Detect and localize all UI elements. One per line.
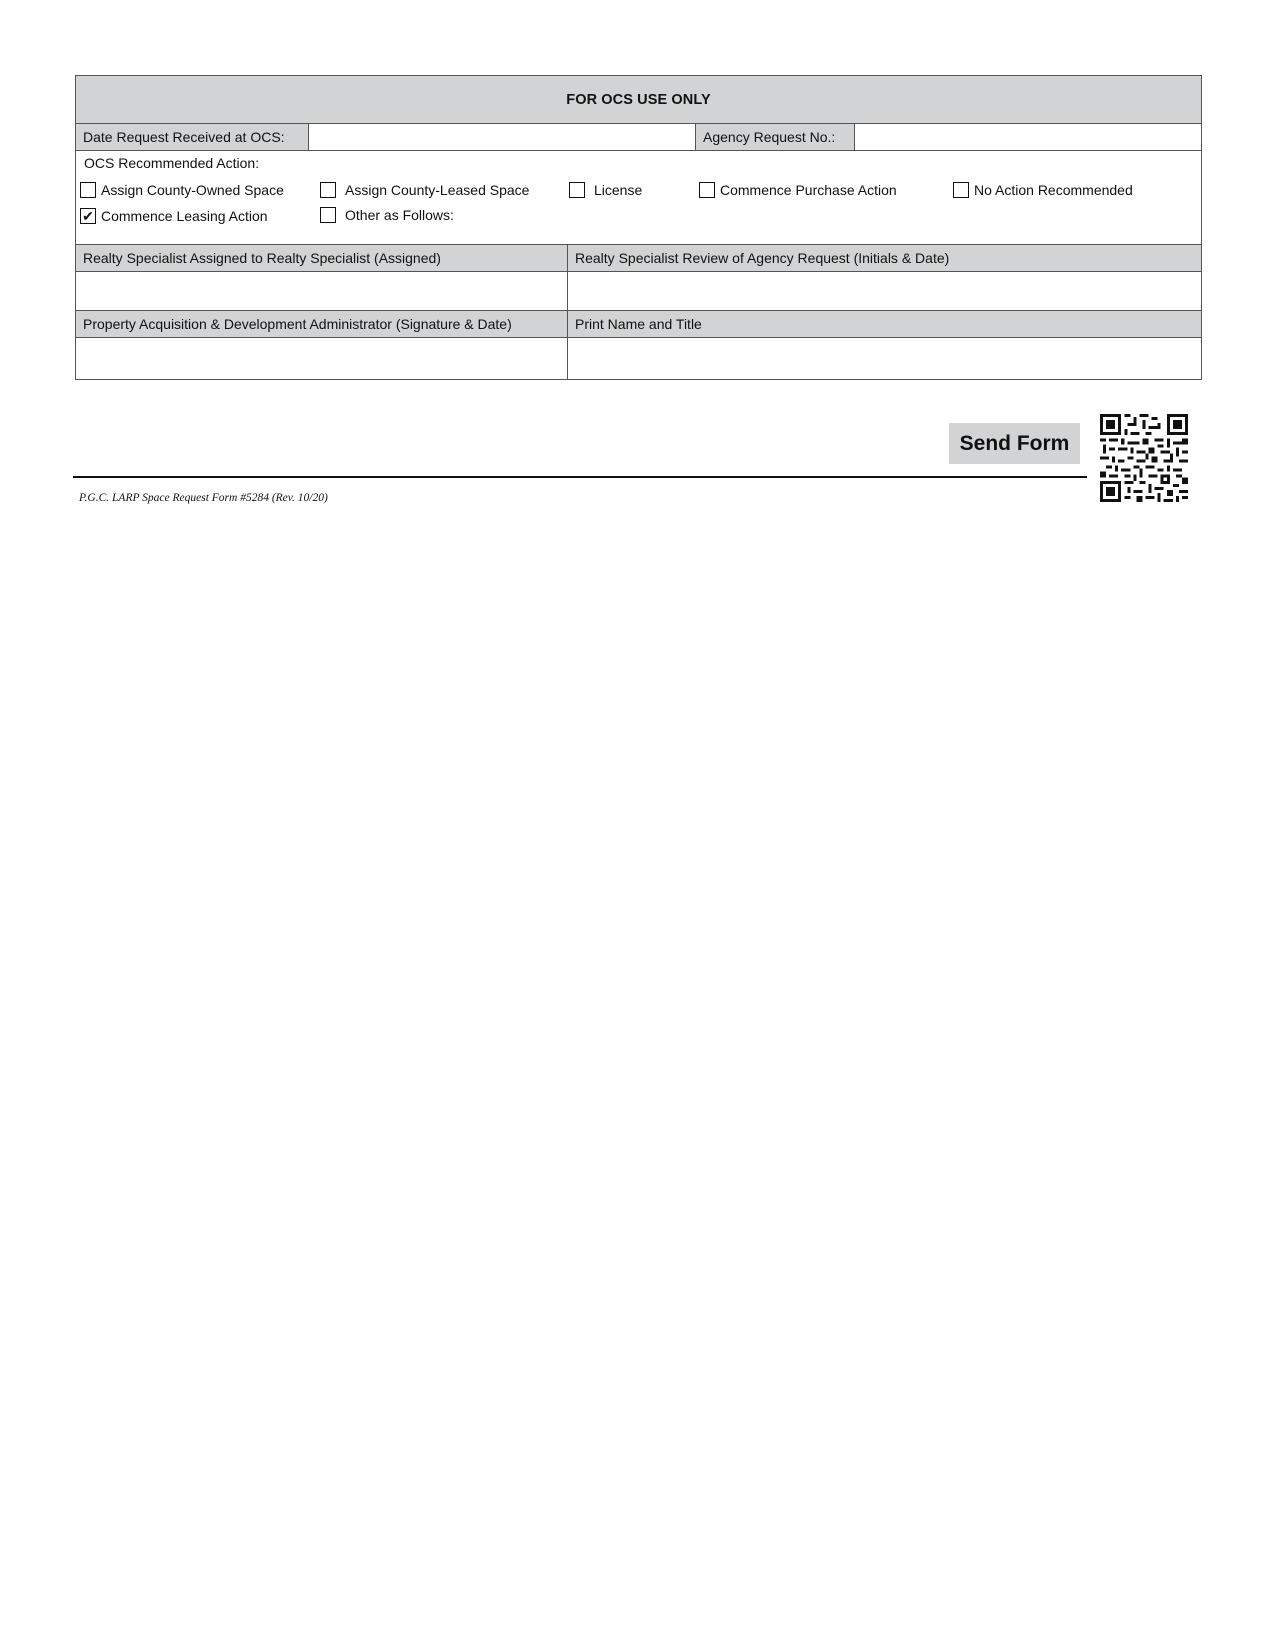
option-label: Other as Follows: bbox=[345, 207, 454, 223]
form-title-bar bbox=[76, 76, 1201, 123]
option-license[interactable] bbox=[569, 182, 642, 198]
print-name-field[interactable] bbox=[568, 338, 1201, 379]
ocs-use-form bbox=[75, 75, 1202, 380]
checkmark-icon: ✔ bbox=[82, 208, 94, 224]
option-label: Assign County-Owned Space bbox=[101, 182, 284, 198]
form-title: FOR OCS USE ONLY bbox=[566, 91, 711, 108]
footer-rule bbox=[73, 476, 1087, 478]
checkbox[interactable] bbox=[953, 182, 969, 198]
agency-request-label: Agency Request No.: bbox=[696, 124, 854, 150]
option-assign-county-owned[interactable] bbox=[80, 182, 284, 198]
option-no-action[interactable] bbox=[953, 182, 1133, 198]
specialist-review-label: Realty Specialist Review of Agency Request (Initials & Date) bbox=[568, 245, 1201, 271]
date-received-label: Date Request Received at OCS: bbox=[76, 124, 308, 150]
date-received-field[interactable] bbox=[309, 124, 695, 150]
checkbox[interactable] bbox=[320, 207, 336, 223]
agency-request-field[interactable] bbox=[855, 124, 1201, 150]
option-label: License bbox=[594, 182, 643, 198]
divider bbox=[76, 150, 1201, 151]
specialist-assigned-field[interactable] bbox=[76, 272, 567, 310]
option-label: No Action Recommended bbox=[974, 182, 1133, 198]
recommended-action-label: OCS Recommended Action: bbox=[84, 155, 260, 171]
option-other[interactable] bbox=[320, 207, 454, 223]
option-label: Commence Leasing Action bbox=[101, 208, 268, 224]
option-assign-county-leased[interactable] bbox=[320, 182, 529, 198]
qr-code-icon bbox=[1100, 414, 1188, 502]
specialist-assigned-label: Realty Specialist Assigned to Realty Specialist (Assigned) bbox=[76, 245, 567, 271]
administrator-label: Property Acquisition & Development Administrator (Signature & Date) bbox=[76, 311, 567, 337]
specialist-review-field[interactable] bbox=[568, 272, 1201, 310]
checkbox[interactable] bbox=[699, 182, 715, 198]
checkbox[interactable] bbox=[569, 182, 585, 198]
checkbox-checked[interactable] bbox=[80, 208, 96, 224]
form-id-footer: P.G.C. LARP Space Request Form #5284 (Rev. 10/20) bbox=[79, 492, 328, 504]
checkbox[interactable] bbox=[320, 182, 336, 198]
send-form-button[interactable]: Send Form bbox=[949, 423, 1080, 464]
option-label: Assign County-Leased Space bbox=[345, 182, 530, 198]
option-commence-purchase[interactable] bbox=[699, 182, 897, 198]
print-name-label: Print Name and Title bbox=[568, 311, 1201, 337]
divider bbox=[567, 245, 568, 379]
option-commence-leasing[interactable] bbox=[80, 208, 268, 224]
checkbox[interactable] bbox=[80, 182, 96, 198]
option-label: Commence Purchase Action bbox=[720, 182, 897, 198]
administrator-signature-field[interactable] bbox=[76, 338, 567, 379]
